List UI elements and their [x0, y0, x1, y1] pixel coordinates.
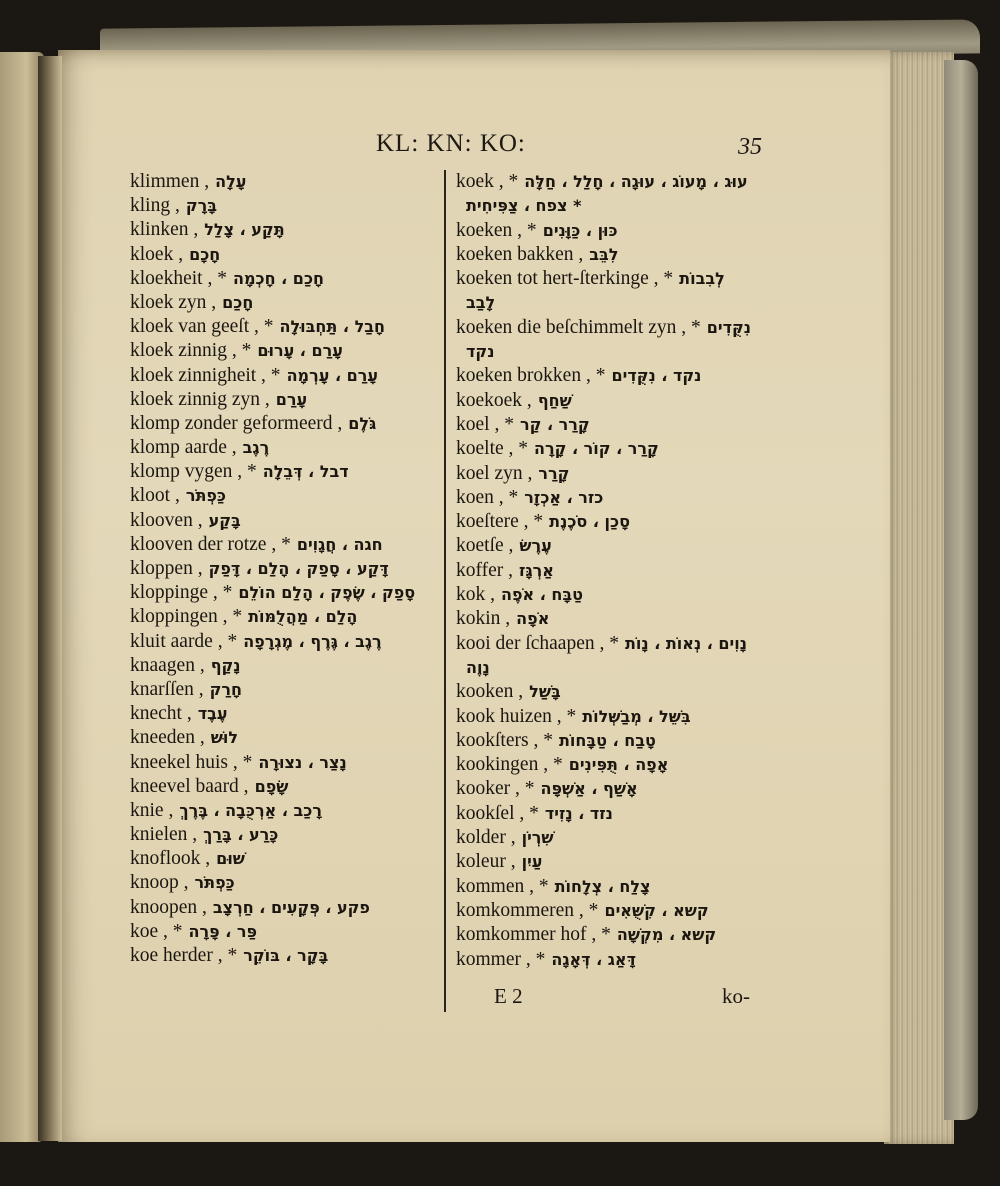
dictionary-entry: [456, 948, 772, 972]
entry-hebrew: כזר ، אַכְזָר: [524, 487, 604, 507]
entry-term: knoop ,: [130, 872, 189, 894]
catchword: ko-: [722, 984, 750, 1008]
entry-hebrew: שַׁחַף: [537, 390, 572, 410]
dictionary-entry: [130, 847, 440, 871]
dictionary-entry: [130, 920, 440, 944]
entry-term: kolder ,: [456, 827, 516, 849]
entry-term: komkommer hof , *: [456, 924, 611, 946]
entry-term: koeken , *: [456, 219, 537, 241]
entry-term: klimmen ,: [130, 171, 210, 192]
entry-term: klooven ,: [130, 509, 203, 531]
entry-hebrew: לָבַב: [466, 293, 496, 313]
entry-hebrew: כַּפְתֹּר: [185, 486, 226, 506]
entry-term: kloek ,: [130, 243, 184, 265]
entry-term: koekoek ,: [456, 389, 532, 411]
entry-term: kneekel huis , *: [130, 751, 253, 773]
entry-hebrew: קשא ، קִשֻּׁאִים: [604, 900, 709, 920]
entry-hebrew: אָשַׁף ، אַשְׁפָּה: [540, 779, 638, 799]
dictionary-entry: [456, 632, 772, 656]
dictionary-entry: [130, 533, 440, 557]
entry-hebrew: נָוֶה: [466, 657, 490, 677]
dictionary-entry: [130, 267, 440, 291]
entry-term: kookingen , *: [456, 754, 563, 776]
page-header: [58, 130, 890, 170]
entry-hebrew: חָכַם ، חָכְמָה: [232, 268, 324, 288]
entry-hebrew: פַּר ، פָּרָה: [188, 921, 258, 941]
dictionary-entry: [456, 389, 772, 413]
dictionary-entry: [130, 412, 440, 436]
dictionary-entry: [130, 339, 440, 363]
entry-term: knielen ,: [130, 824, 198, 846]
dictionary-entry: [456, 607, 772, 631]
entry-term: koleur ,: [456, 851, 516, 873]
entry-term: knecht ,: [130, 703, 192, 725]
dictionary-entry: [130, 436, 440, 460]
entry-hebrew: אֹפָה: [516, 609, 550, 629]
dictionary-entry: [456, 753, 772, 777]
entry-hebrew: עֶרֶשׂ: [519, 536, 552, 556]
entry-term: koel zyn ,: [456, 462, 533, 484]
running-head: KL: KN: KO:: [376, 130, 526, 157]
dictionary-entry: [130, 315, 440, 339]
entry-term: knarſſen ,: [130, 678, 204, 700]
dictionary-entry: [456, 875, 772, 899]
entry-hebrew: נִקֻּדִים: [706, 317, 752, 337]
dictionary-entry: [130, 460, 440, 484]
entry-hebrew: עָרַם ، עָרוּם: [257, 341, 343, 361]
dictionary-entry: [130, 194, 440, 218]
book-gutter: [38, 56, 62, 1141]
entry-hebrew: רָכַב ، אַרְכֻּבָה ، בֶּרֶךְ: [179, 800, 322, 820]
entry-hebrew: חָכָם: [189, 244, 221, 264]
dictionary-entry: [130, 799, 440, 823]
dictionary-entry: [456, 170, 772, 194]
page-footer: [58, 984, 890, 1014]
dictionary-entry: [130, 654, 440, 678]
entry-term: klinken ,: [130, 219, 199, 241]
entry-term: koffer ,: [456, 559, 514, 581]
entry-hebrew: נזד ، נָזִיד: [544, 803, 613, 823]
entry-term: kokin ,: [456, 608, 511, 630]
dictionary-entry: [456, 219, 772, 243]
entry-hebrew: בִּשֵּׁל ، מְבַשְּׁלוֹת: [582, 706, 691, 726]
dictionary-entry: [456, 243, 772, 267]
entry-hebrew: דבל ، דְּבֵלָה: [262, 462, 349, 482]
entry-hebrew: קָרַר ، קוֹר ، קָרָה: [534, 439, 659, 459]
dictionary-entry: [456, 534, 772, 558]
dictionary-entry: [456, 316, 772, 340]
dictionary-entry: [130, 364, 440, 388]
dictionary-entry-continuation: [456, 291, 772, 315]
entry-term: koeken brokken , *: [456, 365, 606, 387]
entry-hebrew: כָּרַע ، בָּרַךְ: [203, 825, 279, 845]
entry-term: koe herder , *: [130, 945, 238, 966]
dictionary-entry-continuation: [456, 194, 772, 218]
entry-hebrew: כּוּן ، כַּוָּנִים: [542, 220, 618, 240]
entry-hebrew: חָבַל ، תַּחְבּוּלָה: [279, 317, 385, 337]
entry-term: kloek zinnig zyn ,: [130, 388, 270, 410]
entry-hebrew: גֹּלֶם: [348, 413, 377, 433]
entry-hebrew: סָכַן ، סֹכֶנֶת: [549, 512, 630, 532]
entry-hebrew: דָּקַע ، סָפַק ، הָלַם ، דָּפַק: [208, 559, 389, 578]
entry-term: kloek zinnigheit , *: [130, 364, 281, 386]
entry-hebrew: בָּקַע: [208, 510, 241, 530]
dictionary-entry: [130, 509, 440, 533]
dictionary-entry: [130, 243, 440, 267]
dictionary-entry: [130, 557, 440, 581]
left-column: [130, 170, 440, 968]
entry-term: kneeden ,: [130, 727, 205, 749]
entry-term: koen , *: [456, 486, 519, 508]
entry-term: koetſe ,: [456, 535, 514, 557]
dictionary-entry: [130, 823, 440, 847]
dictionary-entry: [130, 702, 440, 726]
entry-hebrew: קשא ، מִקְשָׁה: [616, 925, 717, 945]
dictionary-entry: [130, 678, 440, 702]
dictionary-entry: [456, 462, 772, 486]
entry-hebrew: תָּקַע ، צָלַל: [204, 220, 285, 240]
dictionary-entry: [456, 802, 772, 826]
dictionary-entry-continuation: [456, 340, 772, 364]
entry-hebrew: רֶגֶב ، גֶּרֶף ، מֶגְרָפָה: [243, 631, 382, 651]
entry-term: kneevel baard ,: [130, 775, 249, 797]
entry-hebrew: לְבִבוֹת: [679, 269, 725, 289]
entry-term: kommer , *: [456, 948, 546, 970]
entry-hebrew: בָּשַׁל: [529, 682, 561, 702]
entry-hebrew: עָרַם ، עָרְמָה: [286, 365, 379, 385]
entry-hebrew: לוּשׁ: [210, 728, 239, 748]
entry-hebrew: חגה ، חֲגָוִים: [296, 534, 383, 554]
entry-hebrew: פקע ، פְּקָעִים ، חַרְצָב: [212, 897, 370, 917]
entry-term: knoopen ,: [130, 896, 207, 918]
entry-hebrew: חָרַק: [209, 679, 243, 699]
entry-hebrew: עַיִן: [521, 852, 543, 872]
entry-term: kookſel , *: [456, 802, 539, 824]
entry-hebrew: נָקַף: [210, 655, 241, 675]
entry-term: kloot ,: [130, 485, 180, 507]
entry-hebrew: רֶגֶב: [242, 438, 270, 458]
dictionary-entry: [456, 267, 772, 291]
entry-term: koelte , *: [456, 438, 529, 460]
entry-term: koel , *: [456, 413, 514, 435]
dictionary-entry-continuation: [456, 656, 772, 680]
entry-hebrew: * צפח ، צַפִּיחִית: [466, 196, 582, 216]
right-column: [456, 170, 772, 972]
entry-hebrew: בָּקָר ، בּוֹקֵר: [243, 946, 329, 965]
entry-term: koeken tot hert-ſterkinge , *: [456, 268, 674, 290]
dictionary-entry: [456, 729, 772, 753]
entry-term: kooken ,: [456, 681, 524, 703]
entry-term: koeſtere , *: [456, 511, 544, 533]
entry-hebrew: עָלָה: [215, 172, 247, 191]
entry-term: klomp aarde ,: [130, 437, 237, 459]
entry-term: kloek zinnig , *: [130, 340, 252, 362]
dictionary-entry: [456, 437, 772, 461]
entry-hebrew: נָצַר ، נצוּרָה: [258, 752, 347, 772]
entry-term: klomp zonder geformeerd ,: [130, 412, 343, 434]
entry-term: kommen , *: [456, 875, 549, 897]
entry-term: klomp vygen , *: [130, 461, 257, 483]
entry-hebrew: שָׂפָם: [254, 776, 289, 796]
entry-term: knaagen ,: [130, 654, 205, 676]
book-cover-right: [944, 60, 978, 1120]
dictionary-entry: [456, 705, 772, 729]
dictionary-entry: [456, 680, 772, 704]
entry-term: koe , *: [130, 920, 183, 942]
entry-hebrew: עֶבֶד: [197, 704, 228, 724]
entry-term: kookſters , *: [456, 729, 553, 751]
entry-hebrew: אַרְגָּז: [519, 560, 554, 580]
entry-hebrew: שִׁרְיֹן: [521, 828, 554, 848]
dictionary-entry: [456, 826, 772, 850]
entry-term: kloek van geeſt , *: [130, 316, 274, 338]
dictionary-entry: [130, 218, 440, 242]
entry-hebrew: קָרַר ، קַר: [519, 414, 590, 434]
dictionary-entry: [456, 583, 772, 607]
dictionary-entry: [456, 413, 772, 437]
dictionary-entry: [130, 291, 440, 315]
column-divider: [444, 170, 446, 1012]
entry-term: kloppen ,: [130, 558, 203, 579]
entry-hebrew: לִבֵּב: [589, 244, 619, 264]
entry-term: kloekheit , *: [130, 267, 227, 289]
entry-term: knie ,: [130, 799, 174, 821]
dictionary-entry: [130, 944, 440, 968]
entry-term: koeken bakken ,: [456, 243, 584, 265]
entry-term: kloppinge , *: [130, 582, 233, 604]
entry-hebrew: דָּאַג ، דְּאָגָה: [551, 949, 636, 969]
entry-hebrew: כַּפְתֹּר: [194, 873, 235, 893]
entry-term: kooker , *: [456, 778, 535, 800]
entry-term: koek , *: [456, 171, 519, 192]
entry-hebrew: עוּג ، מָעוֹג ، עוּגָה ، חָלַל ، חַלָּה: [524, 172, 748, 191]
entry-hebrew: הָלַם ، מַהֲלֻמּוֹת: [248, 607, 358, 627]
entry-hebrew: עָרַם: [275, 389, 308, 409]
entry-term: koeken die beſchimmelt zyn , *: [456, 316, 701, 338]
entry-term: kloek zyn ,: [130, 291, 217, 313]
dictionary-entry: [456, 364, 772, 388]
dictionary-entry: [130, 605, 440, 629]
dictionary-entry: [130, 170, 440, 194]
entry-hebrew: סָפַק ، שֶׂפֶק ، הָלַם הוֹלֵם: [238, 583, 416, 603]
entry-hebrew: חָכַם: [222, 292, 254, 312]
entry-term: kook huizen , *: [456, 705, 577, 727]
entry-hebrew: בָּרָק: [185, 196, 218, 216]
dictionary-entry: [456, 923, 772, 947]
signature-mark: E 2: [494, 984, 523, 1008]
dictionary-entry: [456, 777, 772, 801]
entry-hebrew: נָוִים ، נְאוֹת ، נָוֹת: [624, 633, 748, 653]
entry-hebrew: שׁוּם: [216, 849, 245, 869]
entry-term: kloppingen , *: [130, 606, 243, 628]
dictionary-entry: [456, 850, 772, 874]
dictionary-entry: [130, 871, 440, 895]
entry-term: knoflook ,: [130, 848, 211, 870]
page-number: 35: [738, 134, 762, 160]
entry-hebrew: צָלַח ، צְלָחוֹת: [554, 876, 651, 896]
dictionary-entry: [130, 581, 440, 605]
entry-hebrew: קָרַר: [538, 463, 570, 483]
entry-term: kok ,: [456, 584, 495, 606]
entry-term: komkommeren , *: [456, 899, 599, 921]
dictionary-entry: [130, 751, 440, 775]
entry-term: kluit aarde , *: [130, 630, 238, 652]
dictionary-entry: [130, 388, 440, 412]
entry-hebrew: טַבָּח ، אֹפֶה: [501, 585, 583, 605]
entry-term: klooven der rotze , *: [130, 533, 291, 555]
entry-hebrew: טָבַח ، טַבָּחוֹת: [558, 730, 656, 750]
dictionary-entry: [130, 630, 440, 654]
entry-hebrew: נקד: [466, 342, 495, 362]
dictionary-entry: [456, 486, 772, 510]
dictionary-entry: [456, 559, 772, 583]
dictionary-entry: [456, 510, 772, 534]
dictionary-entry: [130, 896, 440, 920]
entry-term: kooi der ſchaapen , *: [456, 632, 619, 654]
dictionary-entry: [456, 899, 772, 923]
dictionary-entry: [130, 775, 440, 799]
dictionary-entry: [130, 726, 440, 750]
entry-term: kling ,: [130, 195, 180, 217]
entry-hebrew: אָפָה ، תֻּפִּינִים: [568, 755, 669, 775]
entry-hebrew: נקד ، נִקֻּדִים: [611, 366, 702, 386]
dictionary-entry: [130, 484, 440, 508]
